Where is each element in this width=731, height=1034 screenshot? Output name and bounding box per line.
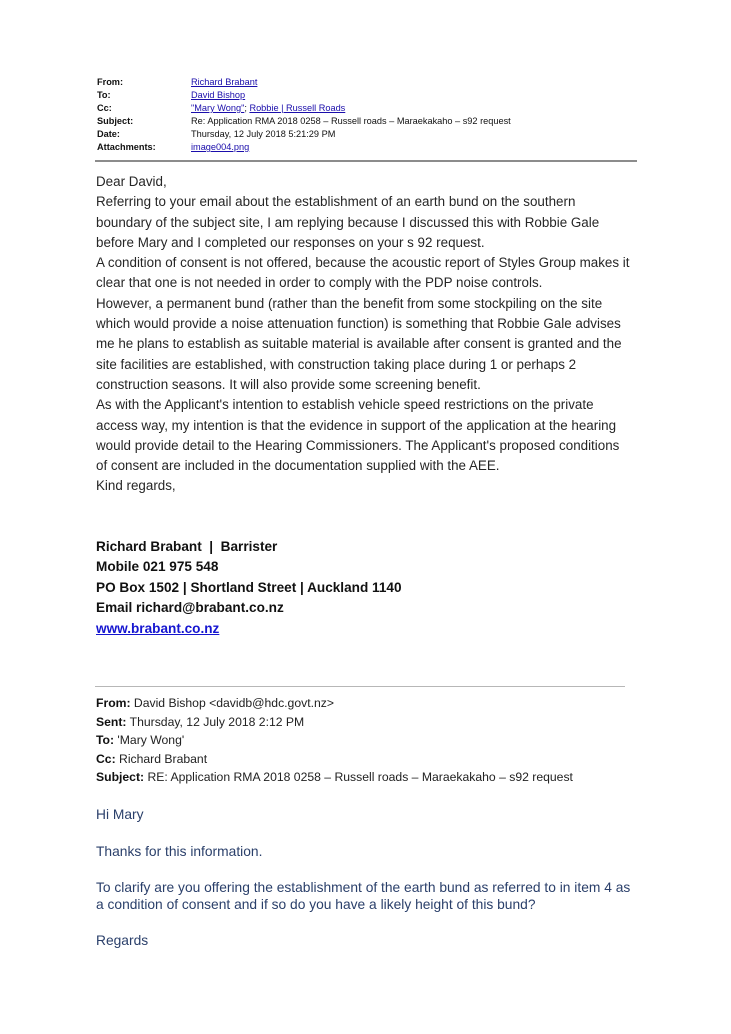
signature-email: Email richard@brabant.co.nz	[96, 600, 284, 616]
reply-closing: Kind regards,	[96, 478, 176, 494]
reply-line: As with the Applicant's intention to establish vehicle speed restrictions on the private	[96, 397, 594, 413]
header-cc-link-mary[interactable]: "Mary Wong"	[191, 103, 245, 113]
reply-line: Referring to your email about the establishment of an earth bund on the southern	[96, 194, 576, 210]
reply-line: boundary of the subject site, I am replying because I discussed this with Robbie Gale	[96, 214, 600, 230]
reply-line: However, a permanent bund (rather than the benefit from some stockpiling on the site	[96, 295, 603, 311]
header-cc-link-robbie[interactable]: Robbie | Russell Roads	[249, 103, 346, 113]
reply-line: access way, my intention is that the evidence in support of the application at the hearing	[96, 417, 617, 433]
header-attachments-label: Attachments:	[97, 142, 156, 152]
quoted-thanks: Thanks for this information.	[96, 844, 263, 859]
reply-line: clear that one is not needed in order to comply with the PDP noise controls.	[96, 275, 543, 291]
quoted-sent-row	[96, 713, 573, 732]
quoted-to-label: To:	[96, 733, 115, 748]
quoted-sent-value: Thursday, 12 July 2018 2:12 PM	[126, 714, 305, 729]
header-date-label: Date:	[97, 129, 120, 139]
header-to-row	[97, 89, 511, 102]
signature-address: PO Box 1502 | Shortland Street | Auckland 1140	[96, 579, 402, 595]
header-from-label: From:	[97, 77, 124, 87]
header-date-value: Thursday, 12 July 2018 5:21:29 PM	[191, 129, 336, 139]
quoted-closing: Regards	[96, 933, 149, 948]
quoted-from-value: David Bishop <davidb@hdc.govt.nz>	[130, 696, 334, 710]
quoted-greeting: Hi Mary	[96, 807, 144, 822]
header-subject-label: Subject:	[97, 116, 134, 126]
header-attachments-row	[97, 141, 511, 154]
quoted-to-value: 'Mary Wong'	[114, 733, 185, 748]
reply-line: before Mary and I completed our responses on your s 92 request.	[96, 234, 485, 250]
quoted-cc-value: Richard Brabant	[115, 751, 208, 766]
reply-line: me he plans to establish as suitable material is available after consent is granted and the	[96, 336, 622, 352]
signature-name: Richard Brabant | Barrister	[96, 539, 278, 554]
attachment-link[interactable]: image004.png	[191, 142, 250, 152]
header-to-link[interactable]: David Bishop	[191, 90, 246, 100]
quoted-cc-row	[96, 750, 573, 769]
header-to-label: To:	[97, 90, 111, 100]
reply-line: which would provide a noise attenuation function) is something that Robbie Gale advises	[96, 316, 621, 332]
quoted-cc-label: Cc:	[96, 751, 116, 766]
signature-website-link[interactable]: www.brabant.co.nz	[96, 620, 220, 636]
quoted-subject-row	[96, 768, 573, 787]
email-header	[97, 76, 511, 154]
header-date-row	[97, 128, 511, 141]
header-cc-label: Cc:	[97, 103, 112, 113]
quoted-question-line: To clarify are you offering the establishment of the earth bund as referred to in item 4 as	[96, 880, 631, 895]
header-subject-value: Re: Application RMA 2018 0258 – Russell roads – Maraekakaho – s92 request	[191, 116, 511, 126]
header-cc-value	[191, 102, 345, 115]
signature-mobile: Mobile 021 975 548	[96, 559, 219, 575]
header-cc-separator: ;	[244, 103, 250, 113]
header-from-link[interactable]: Richard Brabant	[191, 77, 258, 87]
quoted-from-label: From:	[96, 696, 131, 710]
reply-line: site facilities are established, with construction taking place during 1 or perhaps 2	[96, 356, 577, 372]
reply-line: construction seasons. It will also provide some screening benefit.	[96, 376, 481, 392]
header-subject-row	[97, 115, 511, 128]
quoted-from-row	[96, 694, 573, 713]
reply-line: A condition of consent is not offered, because the acoustic report of Styles Group makes it	[96, 255, 630, 271]
header-divider	[95, 160, 637, 162]
header-cc-row	[97, 102, 511, 115]
reply-body	[96, 172, 641, 497]
reply-line: of consent are included in the documentation supplied with the AEE.	[96, 458, 500, 474]
reply-line: would provide detail to the Hearing Commissioners. The Applicant's proposed conditions	[96, 437, 620, 453]
quoted-subject-value: RE: Application RMA 2018 0258 – Russell roads – Maraekakaho – s92 request	[144, 770, 573, 785]
quoted-message-body	[96, 806, 656, 949]
header-from-row	[97, 76, 511, 89]
signature-block	[96, 537, 402, 639]
quoted-subject-label: Subject:	[96, 770, 145, 785]
quoted-to-row	[96, 731, 573, 750]
quoted-message-header	[96, 694, 573, 787]
reply-greeting: Dear David,	[96, 174, 167, 189]
quoted-sent-label: Sent:	[96, 714, 127, 729]
quoted-question-line: a condition of consent and if so do you have a likely height of this bund?	[96, 897, 536, 912]
quoted-message-divider	[95, 686, 625, 687]
